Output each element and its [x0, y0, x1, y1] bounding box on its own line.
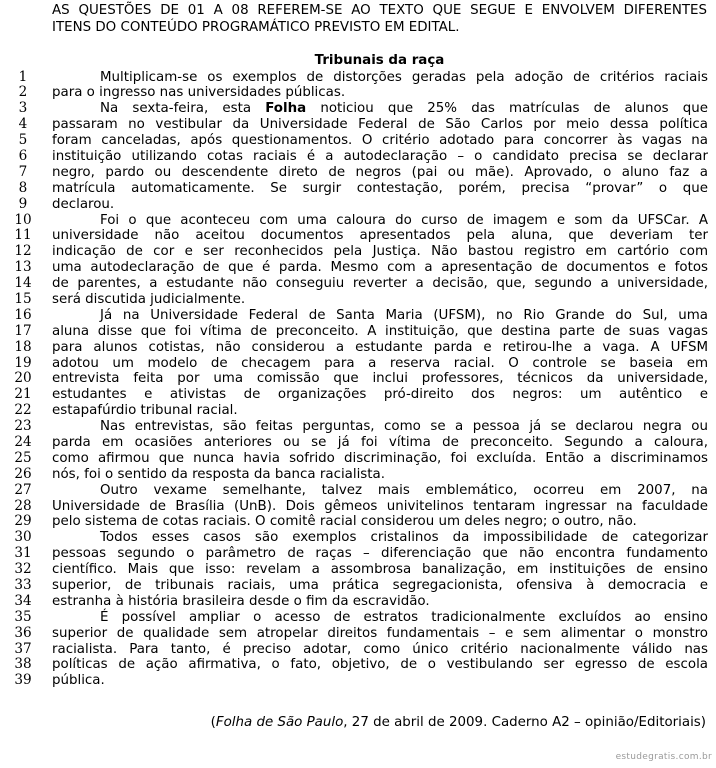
text-line	[8, 530, 708, 546]
line-number: 15	[14, 290, 32, 307]
line-text: políticas de ação afirmativa, o fato, objetivo, de o vestibulando ser egresso de escola	[52, 657, 708, 673]
line-text: Na sexta-feira, esta Folha noticiou que 25% das matrículas de alunos que	[100, 101, 708, 117]
text-line	[8, 70, 708, 86]
line-text: racialista. Para tanto, é preciso adotar, como único critério nacionalmente válido nas	[52, 641, 708, 657]
line-number: 34	[14, 592, 32, 609]
text-line	[8, 85, 708, 101]
text-line	[8, 467, 708, 483]
line-text: Foi o que aconteceu com uma caloura do curso de imagem e som da UFSCar. A	[100, 212, 708, 228]
text-line	[8, 562, 708, 578]
line-number: 14	[14, 275, 32, 292]
text-line	[8, 546, 708, 562]
line-number: 12	[14, 243, 32, 260]
line-text: para alunos cotistas, não considerou a estudante parda e retirou-lhe a vaga. A UFSM	[52, 339, 708, 355]
text-line	[8, 610, 708, 626]
line-text: matrícula automaticamente. Se surgir contestação, porém, precisa “provar” o que	[52, 180, 708, 196]
line-text: indicação de cor e ser reconhecidos pela Justiça. Não bastou registro em cartório com	[52, 244, 708, 260]
text-line	[8, 228, 708, 244]
line-number: 10	[14, 211, 32, 228]
line-text: para o ingresso nas universidades públicas.	[52, 85, 346, 101]
line-number: 35	[14, 608, 32, 625]
line-number: 25	[14, 449, 32, 466]
line-text: pelo sistema de cotas raciais. O comitê racial considerou um deles negro; o outro, não.	[52, 514, 637, 530]
text-line	[8, 117, 708, 133]
line-text: entrevista feita por uma comissão que inclui professores, técnicos da universidade,	[52, 371, 708, 387]
line-number: 30	[14, 529, 32, 546]
line-number: 33	[14, 577, 32, 593]
line-number: 22	[14, 402, 32, 419]
line-number: 21	[14, 386, 32, 403]
line-text: superior, de tribunais raciais, uma prática segregacionista, ofensiva à democracia e	[52, 578, 708, 593]
line-number: 18	[14, 338, 32, 355]
line-number: 38	[14, 656, 32, 673]
line-number: 19	[14, 354, 32, 371]
text-line	[8, 356, 708, 372]
line-text: estapafúrdio tribunal racial.	[52, 403, 238, 419]
header-line-1: AS QUESTÕES DE 01 A 08 REFEREM-SE AO TEXTO QUE SEGUE E ENVOLVEM DIFERENTES	[52, 3, 707, 18]
line-number: 1	[18, 68, 28, 85]
line-text: aluna disse que foi vítima de preconceito. A instituição, que destina parte de suas vagas	[52, 323, 708, 339]
line-text: como afirmou que nunca havia sofrido discriminação, foi excluída. Então a discriminamos	[52, 450, 708, 466]
text-line	[8, 578, 708, 594]
article-title: Tribunais da raça	[314, 53, 445, 68]
line-number: 2	[18, 84, 28, 101]
line-number: 5	[18, 132, 28, 149]
line-number: 32	[14, 561, 32, 578]
text-line	[8, 244, 708, 260]
text-line	[8, 101, 708, 117]
line-number: 6	[18, 147, 28, 164]
line-number: 7	[18, 163, 28, 180]
line-text: superior de qualidade sem atropelar direitos fundamentais – e sem alimentar o monstro	[52, 625, 708, 641]
line-text: estranha à história brasileira desde o fim da escravidão.	[52, 593, 430, 609]
line-text: uma autodeclaração de que é parda. Mesmo com a apresentação de documentos e fotos	[52, 260, 708, 276]
line-text: pública.	[52, 673, 105, 689]
text-line	[8, 165, 708, 181]
text-line	[8, 197, 708, 213]
text-line	[8, 213, 708, 229]
text-line	[8, 149, 708, 165]
text-line	[8, 626, 708, 642]
text-line	[8, 451, 708, 467]
line-number: 28	[14, 497, 32, 514]
line-number: 36	[14, 624, 32, 641]
line-text: Universidade de Brasília (UnB). Dois gêmeos univitelinos tentaram ingressar na faculdade	[52, 498, 708, 514]
line-number: 20	[14, 370, 32, 387]
text-line	[8, 673, 708, 689]
source-paren-open: (	[210, 715, 216, 730]
text-line	[8, 276, 708, 292]
text-line	[8, 499, 708, 515]
text-line	[8, 387, 708, 403]
text-line	[8, 260, 708, 276]
line-number: 39	[14, 672, 32, 689]
line-number: 23	[14, 418, 32, 435]
line-text: passaram no vestibular da Universidade Federal de São Carlos por meio dessa política	[52, 117, 708, 133]
line-text: universidade não aceitou documentos apresentados pela aluna, que deveriam ter	[52, 228, 708, 244]
line-number: 29	[14, 513, 32, 530]
newspaper-name: Folha	[265, 101, 307, 117]
line-number: 3	[18, 100, 28, 117]
exam-instruction-header	[52, 3, 707, 37]
text-line	[8, 435, 708, 451]
line-number: 31	[14, 545, 32, 562]
line-number: 26	[14, 465, 32, 482]
line-number: 16	[14, 306, 32, 323]
line-text: É possível ampliar o acesso de estratos tradicionalmente excluídos ao ensino	[100, 609, 708, 625]
line-number: 13	[14, 259, 32, 276]
text-line	[8, 340, 708, 356]
line-text: será discutida judicialmente.	[52, 291, 246, 307]
line-text: estudantes e ativistas de organizações pró-direito dos negros: um autêntico e	[52, 387, 708, 403]
text-line	[8, 642, 708, 658]
line-text: de parentes, a estudante não conseguiu reverter a decisão, que, segundo a universidade,	[52, 276, 708, 292]
line-number: 11	[14, 227, 32, 244]
text-line	[8, 181, 708, 197]
line-number: 4	[18, 116, 28, 133]
line-text: Todos esses casos são exemplos cristalinos da impossibilidade de categorizar	[100, 530, 708, 546]
line-text: científico. Mais que isso: revelam a assombrosa banalização, em instituições de ensino	[52, 562, 708, 578]
line-number: 9	[18, 195, 28, 212]
line-number: 24	[14, 433, 32, 450]
source-rest: , 27 de abril de 2009. Caderno A2 – opinião/Editoriais)	[343, 715, 706, 730]
line-text: nós, foi o sentido da resposta da banca racialista.	[52, 466, 386, 482]
line-text: negro, pardo ou descendente direto de negros (pai ou mãe). Aprovado, o aluno faz a	[52, 164, 708, 180]
text-line	[8, 371, 708, 387]
line-number: 17	[14, 322, 32, 339]
line-text: parda em ocasiões anteriores ou se já foi vítima de preconceito. Segundo a caloura,	[52, 434, 708, 450]
line-text: pessoas segundo o parâmetro de raças – diferenciação que não encontra fundamento	[52, 546, 708, 562]
site-watermark: estudegratis.com.br	[615, 752, 712, 762]
text-line	[8, 514, 708, 530]
line-text: Outro vexame semelhante, talvez mais emblemático, ocorreu em 2007, na	[100, 482, 708, 498]
line-text: Nas entrevistas, são feitas perguntas, como se a pessoa já se declarou negra ou	[100, 419, 708, 435]
text-line	[8, 308, 708, 324]
line-text: Já na Universidade Federal de Santa Maria (UFSM), no Rio Grande do Sul, uma	[100, 307, 708, 323]
text-line	[8, 657, 708, 673]
text-line	[8, 133, 708, 149]
article-body	[8, 70, 708, 690]
line-number: 37	[14, 640, 32, 657]
line-text: declarou.	[52, 196, 115, 212]
text-line	[8, 324, 708, 340]
line-number: 27	[14, 481, 32, 498]
line-text: foram canceladas, após questionamentos. O critério adotado para concorrer às vagas na	[52, 133, 708, 149]
text-line	[8, 403, 708, 419]
source-newspaper: Folha de São Paulo	[215, 715, 344, 730]
text-line	[8, 594, 708, 610]
header-line-2: ITENS DO CONTEÚDO PROGRAMÁTICO PREVISTO EM EDITAL.	[52, 19, 460, 35]
text-line	[8, 292, 708, 308]
line-text: instituição utilizando cotas raciais é a autodeclaração – o candidato precisa se declarar	[52, 148, 708, 164]
line-number: 8	[18, 179, 28, 196]
line-text: adotou um modelo de checagem para a reserva racial. O controle se baseia em	[52, 355, 708, 371]
text-line	[8, 483, 708, 499]
line-text: Multiplicam-se os exemplos de distorções geradas pela adoção de critérios raciais	[100, 69, 708, 85]
source-citation	[211, 715, 706, 731]
text-line	[8, 419, 708, 435]
